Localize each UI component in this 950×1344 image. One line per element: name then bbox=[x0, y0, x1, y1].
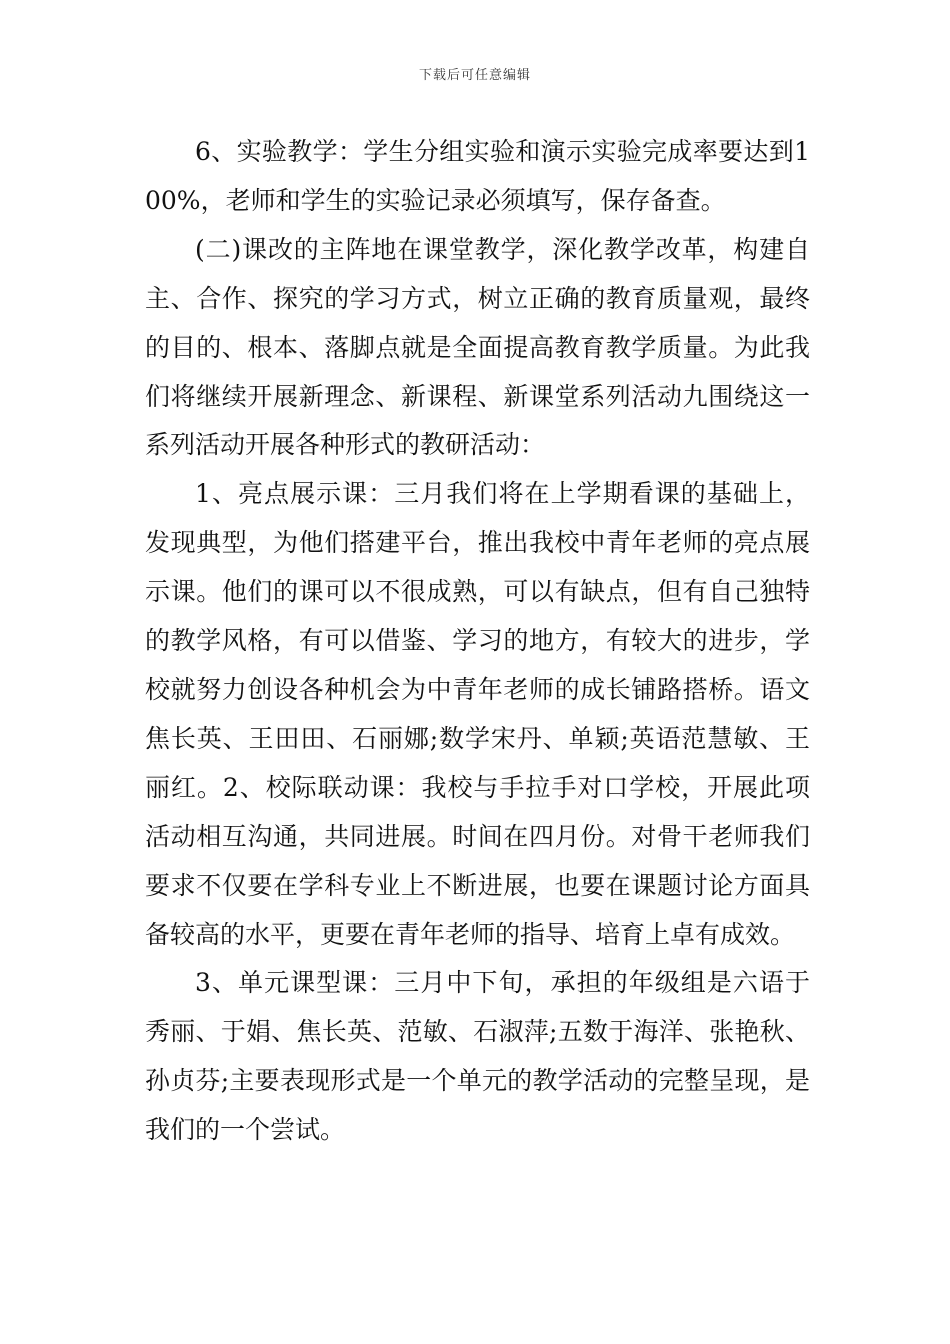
paragraph-highlight-lessons: 1、亮点展示课：三月我们将在上学期看课的基础上，发现典型，为他们搭建平台，推出我校中青年老师的亮点展示课。他们的课可以不很成熟，可以有缺点，但有自己独特的教学风格，有可以借鉴、学习的地方，有较大的进步，学校就努力创设各种机会为中青年老师的成长铺路搭桥。语文焦长英、王田田、石丽娜;数学宋丹、单颖;英语范慧敏、王丽红。2、校际联动课：我校与手拉手对口学校，开展此项活动相互沟通，共同进展。时间在四月份。对骨干老师我们要求不仅要在学科专业上不断进展，也要在课题讨论方面具备较高的水平，更要在青年老师的指导、培育上卓有成效。 bbox=[145, 479, 810, 949]
paragraph-experiment-teaching: 6、实验教学：学生分组实验和演示实验完成率要达到100%，老师和学生的实验记录必须填写，保存备查。 bbox=[145, 137, 810, 215]
paragraph-unit-lessons: 3、单元课型课：三月中下旬，承担的年级组是六语于秀丽、于娟、焦长英、范敏、石淑萍;五数于海洋、张艳秋、孙贞芬;主要表现形式是一个单元的教学活动的完整呈现，是我们的一个尝试。 bbox=[145, 968, 810, 1145]
paragraph-curriculum-reform: (二)课改的主阵地在课堂教学，深化教学改革，构建自主、合作、探究的学习方式，树立正确的教育质量观，最终的目的、根本、落脚点就是全面提高教育教学质量。为此我们将继续开展新理念、新课程、新课堂系列活动九围绕这一系列活动开展各种形式的教研活动： bbox=[145, 234, 810, 460]
page-header: 下载后可任意编辑 bbox=[418, 68, 531, 83]
document-body bbox=[145, 128, 810, 1155]
